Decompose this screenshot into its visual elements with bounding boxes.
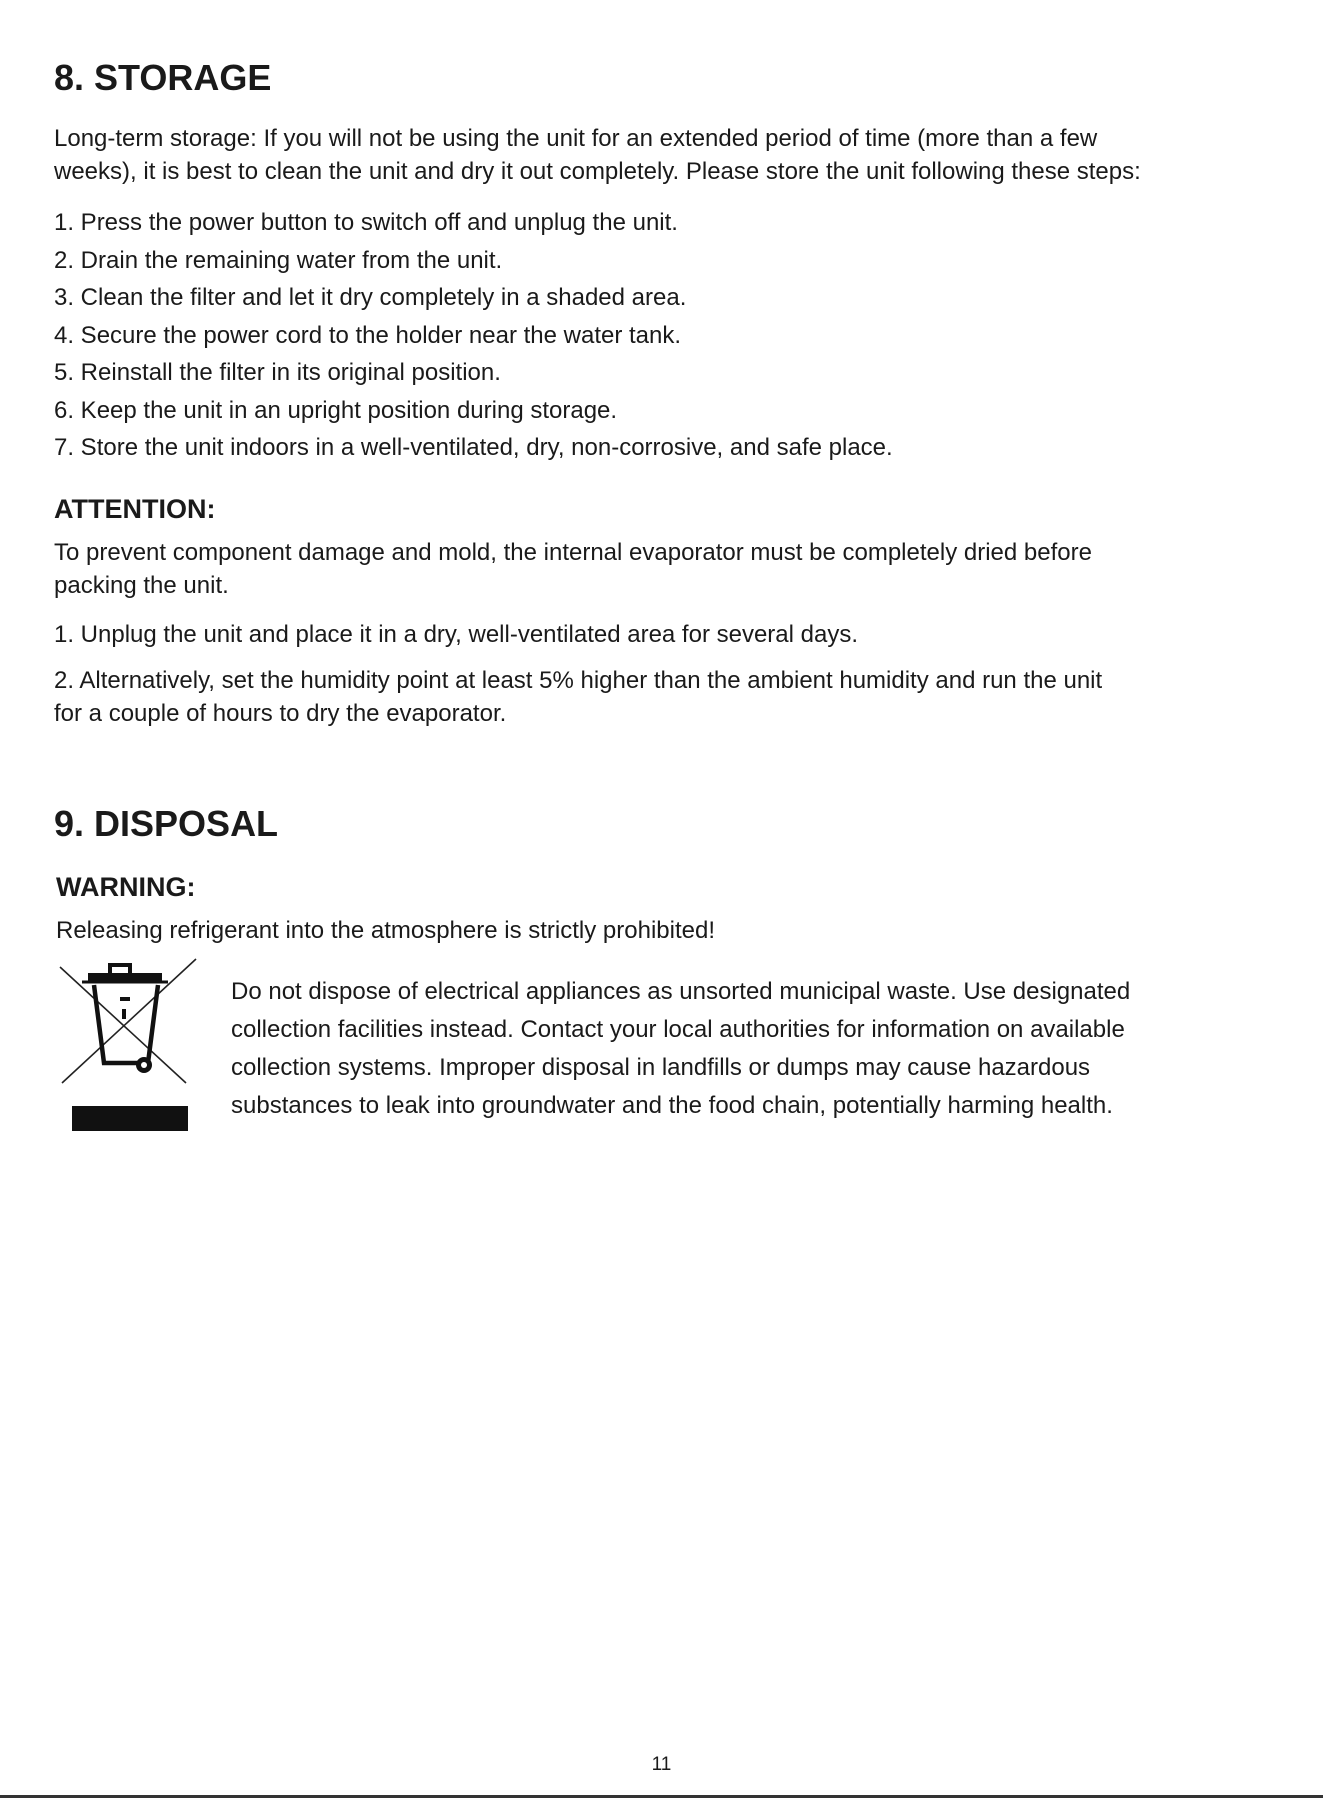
bottom-rule xyxy=(0,1795,1323,1798)
storage-step-2: 2. Drain the remaining water from the unit. xyxy=(54,246,503,274)
storage-intro-line-2: weeks), it is best to clean the unit and dry it out completely. Please store the unit following these steps: xyxy=(54,158,1141,185)
attention-item-1: 1. Unplug the unit and place it in a dry, well-ventilated area for several days. xyxy=(54,621,858,648)
storage-intro-line-1: Long-term storage: If you will not be using the unit for an extended period of time (more than a few xyxy=(54,125,1098,152)
attention-item-2-line-1: 2. Alternatively, set the humidity point at least 5% higher than the ambient humidity and run the unit xyxy=(54,667,1103,694)
page-number: 11 xyxy=(651,1754,672,1775)
storage-heading: 8. STORAGE xyxy=(54,57,272,98)
storage-step-7: 7. Store the unit indoors in a well-ventilated, dry, non-corrosive, and safe place. xyxy=(54,434,893,461)
weee-text-line-2: collection facilities instead. Contact your local authorities for information on available xyxy=(231,1016,1125,1043)
weee-text-line-4: substances to leak into groundwater and the food chain, potentially harming health. xyxy=(231,1092,1113,1119)
attention-item-2-line-2: for a couple of hours to dry the evaporator. xyxy=(54,700,507,727)
weee-text-line-1: Do not dispose of electrical appliances as unsorted municipal waste. Use designated xyxy=(231,978,1131,1005)
storage-step-4: 4. Secure the power cord to the holder near the water tank. xyxy=(54,321,682,349)
crossed-out-wheelie-bin-icon xyxy=(58,955,200,1133)
disposal-heading: 9. DISPOSAL xyxy=(54,803,279,844)
storage-step-3: 3. Clean the filter and let it dry completely in a shaded area. xyxy=(54,284,687,311)
warning-heading: WARNING: xyxy=(56,872,196,902)
attention-text-line-2: packing the unit. xyxy=(54,572,229,599)
weee-text-line-3: collection systems. Improper disposal in landfills or dumps may cause hazardous xyxy=(231,1054,1091,1081)
storage-steps-list xyxy=(54,206,893,469)
storage-step-5: 5. Reinstall the filter in its original position. xyxy=(54,359,501,386)
attention-heading: ATTENTION: xyxy=(54,494,216,524)
storage-step-6: 6. Keep the unit in an upright position during storage. xyxy=(54,396,618,424)
storage-step-1: 1. Press the power button to switch off and unplug the unit. xyxy=(54,209,678,236)
warning-text: Releasing refrigerant into the atmosphere is strictly prohibited! xyxy=(56,917,715,944)
attention-text-line-1: To prevent component damage and mold, the internal evaporator must be completely dried before xyxy=(54,539,1092,566)
